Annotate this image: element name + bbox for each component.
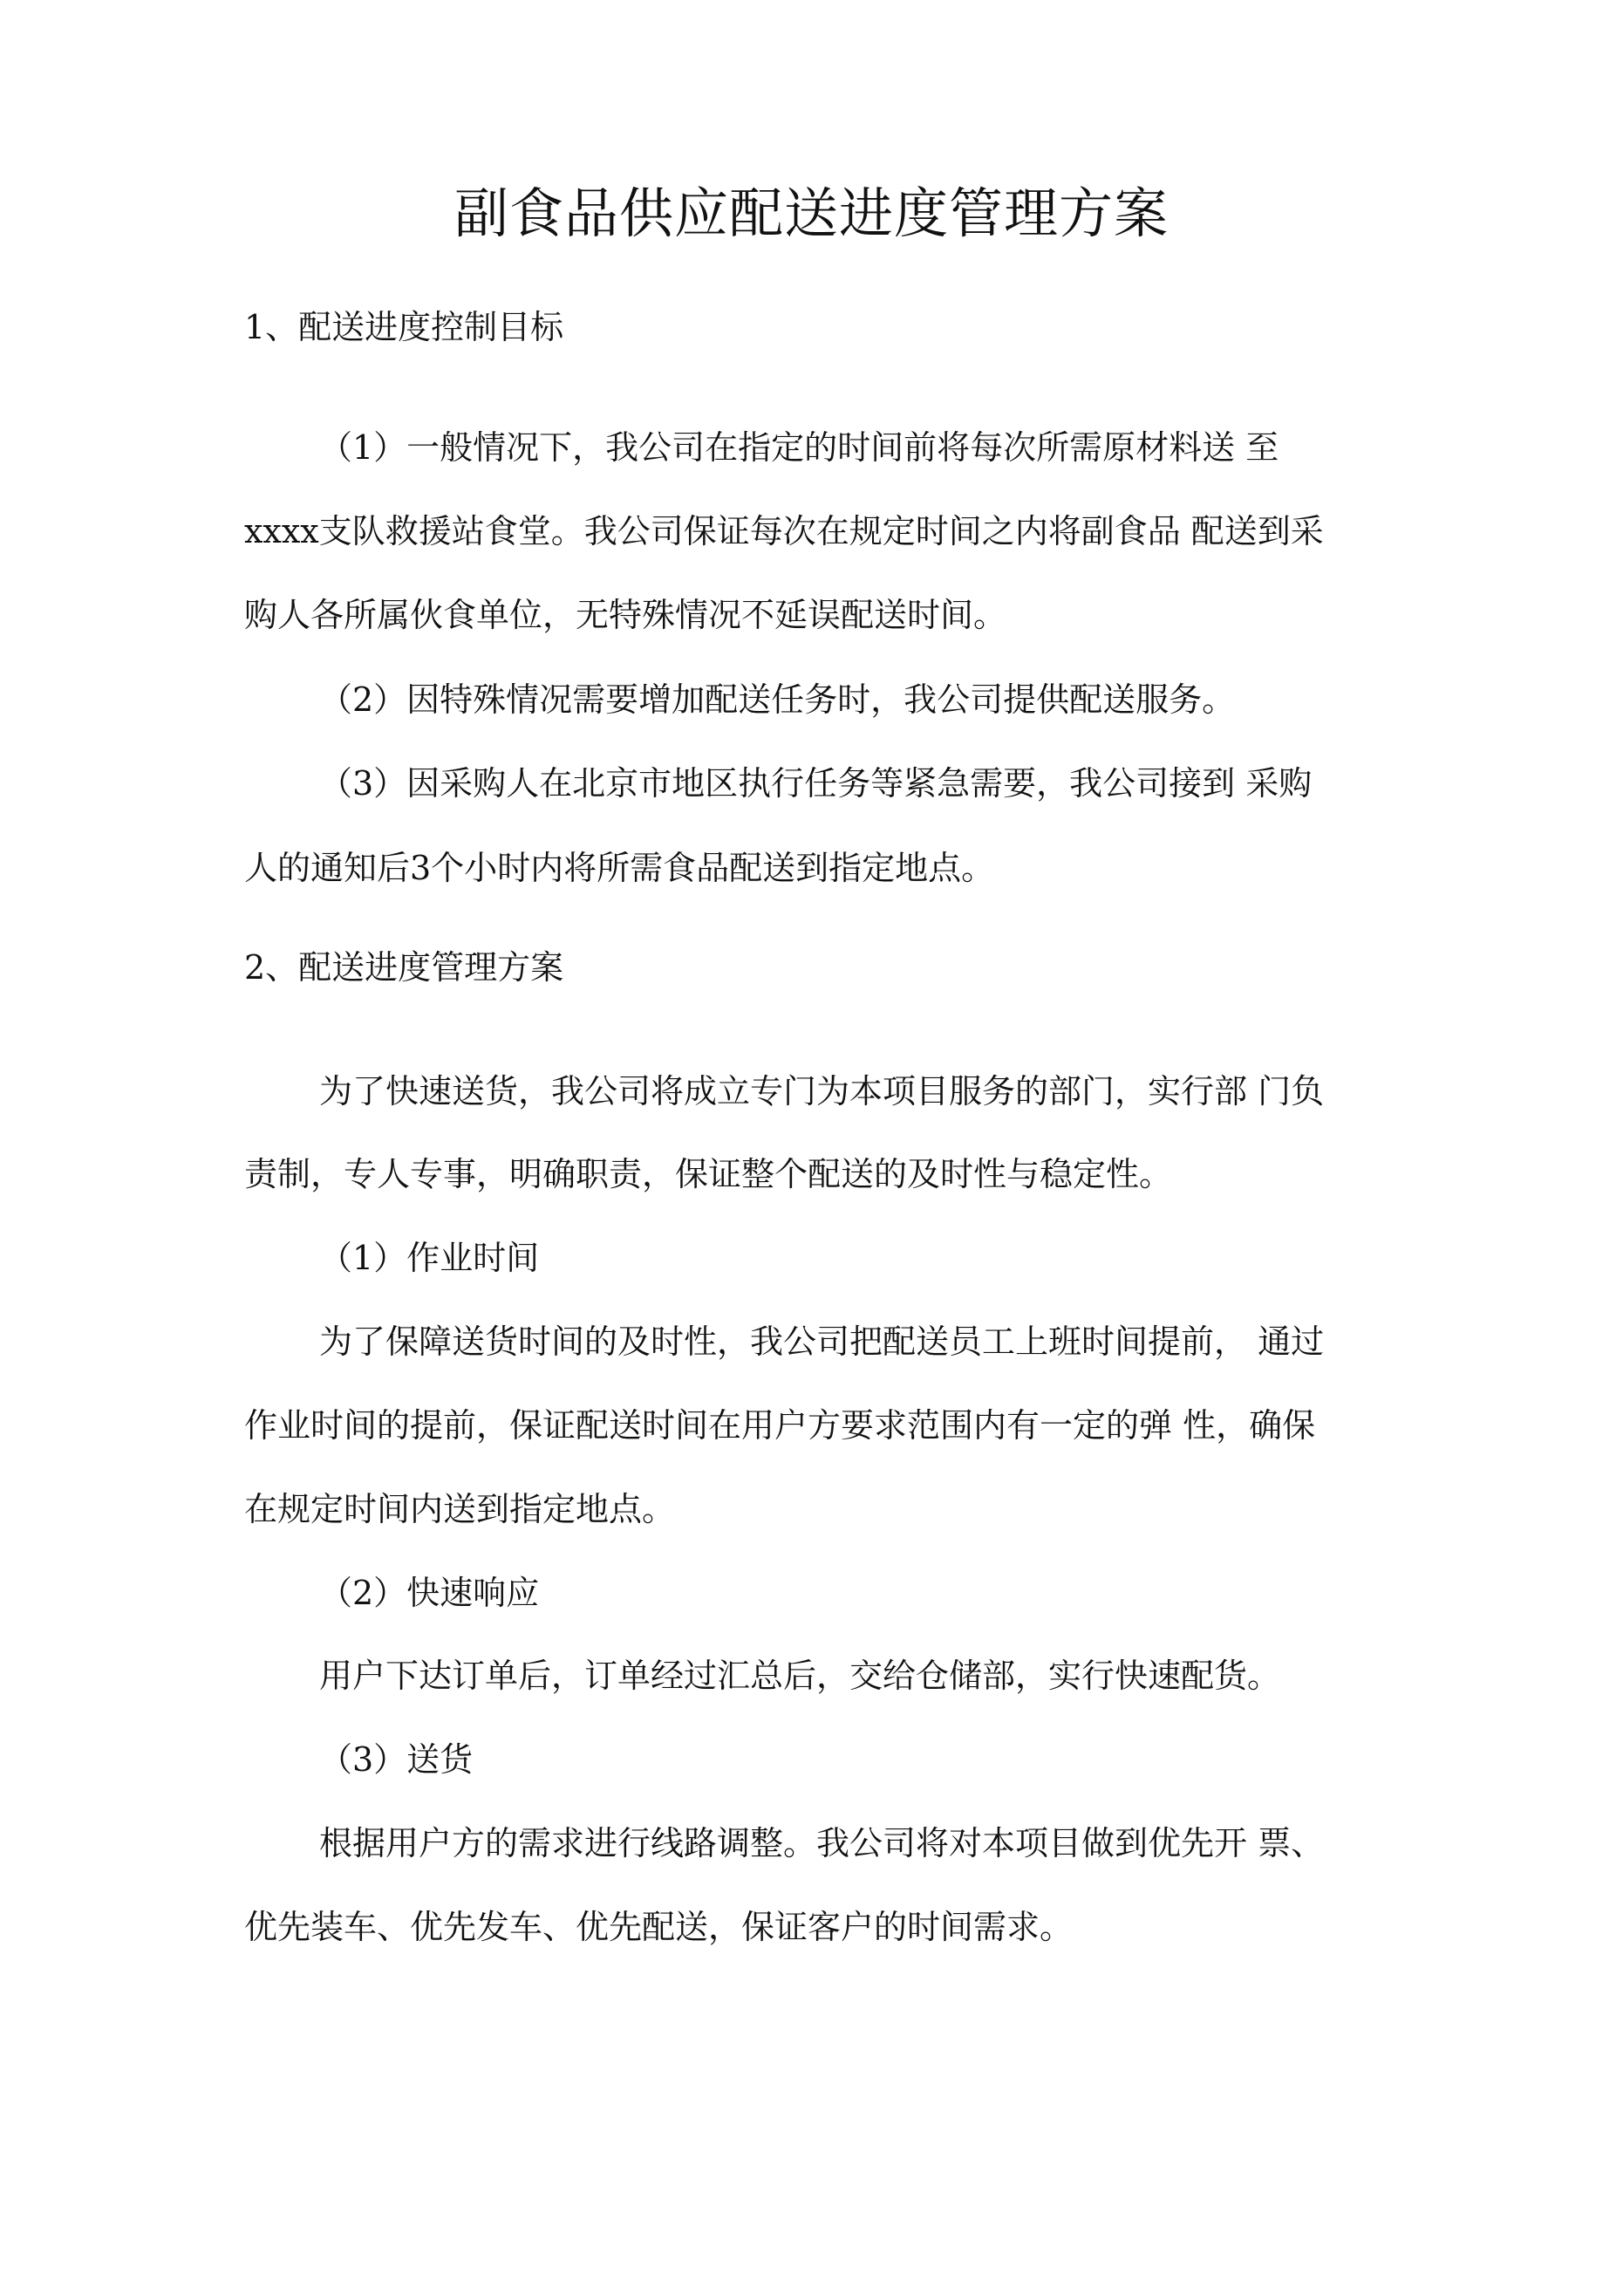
paragraph-line: 优先装车、优先发车、优先配送，保证客户的时间需求。 <box>244 1908 1074 1946</box>
document-title: 副食品供应配送进度管理方案 <box>453 181 1169 245</box>
subheading: （1）作业时间 <box>319 1239 540 1277</box>
paragraph-line: （2）因特殊情况需要增加配送任务时，我公司提供配送服务。 <box>319 680 1236 719</box>
paragraph-line: 在规定时间内送到指定地点。 <box>244 1490 676 1528</box>
paragraph-line: 责制，专人专事，明确职责，保证整个配送的及时性与稳定性。 <box>244 1155 1173 1193</box>
section-heading-1: 1、配送进度控制目标 <box>244 308 564 346</box>
subheading: （3）送货 <box>319 1740 474 1779</box>
paragraph-line: 用户下达订单后，订单经过汇总后，交给仓储部，实行快速配货。 <box>319 1657 1281 1695</box>
paragraph-line: 购人各所属伙食单位，无特殊情况不延误配送时间。 <box>244 596 1007 634</box>
paragraph-line: xxxx支队救援站食堂。我公司保证每次在规定时间之内将副食品 配送到采 <box>244 512 1324 550</box>
section-heading-2: 2、配送进度管理方案 <box>244 948 564 987</box>
paragraph-line: （3）因采购人在北京市地区执行任务等紧急需要，我公司接到 采购 <box>319 764 1313 803</box>
paragraph-line: 根据用户方的需求进行线路调整。我公司将对本项目做到优先开 票、 <box>319 1824 1325 1862</box>
paragraph-line: 为了保障送货时间的及时性，我公司把配送员工上班时间提前， 通过 <box>319 1322 1325 1361</box>
subheading: （2）快速响应 <box>319 1574 540 1612</box>
paragraph-line: （1）一般情况下，我公司在指定的时间前将每次所需原材料送 至 <box>319 428 1279 467</box>
paragraph-line: 人的通知后3个小时内将所需食品配送到指定地点。 <box>244 849 995 887</box>
paragraph-line: 作业时间的提前，保证配送时间在用户方要求范围内有一定的弹 性，确保 <box>244 1406 1316 1445</box>
paragraph-line: 为了快速送货，我公司将成立专门为本项目服务的部门，实行部 门负 <box>319 1072 1325 1110</box>
